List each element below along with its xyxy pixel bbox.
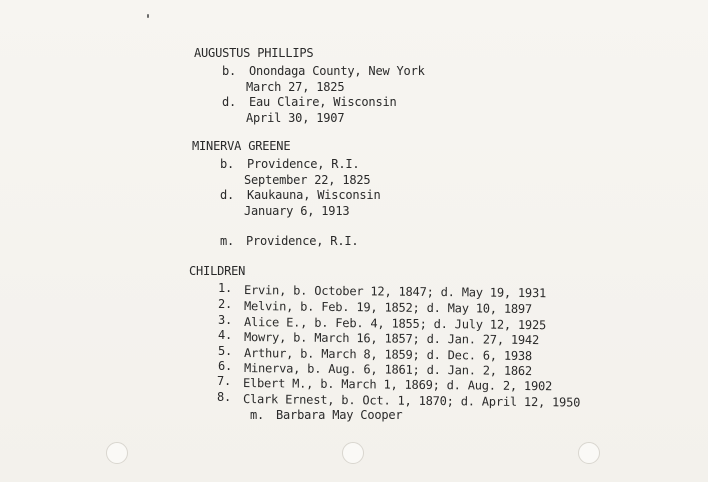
- child-number: 2.: [218, 297, 233, 311]
- child-entry: Clark Ernest, b. Oct. 1, 1870; d. April 12, 1950: [242, 392, 581, 410]
- person2-birth-date: September 22, 1825: [244, 173, 371, 187]
- child-number: 4.: [218, 328, 233, 342]
- child-entry: Alice E., b. Feb. 4, 1855; d. July 12, 1925: [243, 315, 547, 333]
- marriage-label: m.: [220, 234, 235, 248]
- person2-birth-label: b.: [220, 157, 235, 171]
- person2-death-label: d.: [220, 188, 235, 202]
- person1-birth-place: Onondaga County, New York: [249, 64, 425, 78]
- punch-hole-left: [106, 442, 128, 464]
- punch-hole-center: [342, 442, 364, 464]
- person1-name: AUGUSTUS PHILLIPS: [194, 46, 314, 60]
- child-number: 7.: [217, 374, 232, 388]
- person2-death-date: January 6, 1913: [244, 204, 350, 218]
- marriage-place: Providence, R.I.: [246, 234, 359, 248]
- child-number: 8.: [217, 390, 232, 404]
- punch-hole-right: [578, 442, 600, 464]
- child-entry: Minerva, b. Aug. 6, 1861; d. Jan. 2, 1862: [243, 361, 533, 379]
- ink-mark: [147, 14, 149, 18]
- person2-death-place: Kaukauna, Wisconsin: [247, 188, 381, 202]
- child-entry: Elbert M., b. March 1, 1869; d. Aug. 2, 1902: [242, 376, 553, 394]
- child-number: 5.: [218, 344, 233, 358]
- child-entry: Arthur, b. March 8, 1859; d. Dec. 6, 1938: [243, 346, 533, 364]
- person2-name: MINERVA GREENE: [192, 139, 291, 153]
- child-entry: Melvin, b. Feb. 19, 1852; d. May 10, 1897: [243, 299, 533, 317]
- person1-birth-label: b.: [222, 64, 237, 78]
- child-number: 3.: [218, 313, 233, 327]
- children-heading: CHILDREN: [189, 264, 246, 278]
- person1-death-label: d.: [222, 95, 237, 109]
- person1-birth-date: March 27, 1825: [246, 80, 345, 94]
- person1-death-date: April 30, 1907: [246, 111, 345, 125]
- child-number: 1.: [218, 281, 233, 295]
- child-entry: Ervin, b. October 12, 1847; d. May 19, 1931: [243, 283, 547, 301]
- person1-death-place: Eau Claire, Wisconsin: [249, 95, 397, 109]
- child-number: 6.: [218, 359, 233, 373]
- spouse-name: Barbara May Cooper: [276, 408, 403, 422]
- child-entry: Mowry, b. March 16, 1857; d. Jan. 27, 1942: [243, 330, 540, 348]
- person2-birth-place: Providence, R.I.: [247, 157, 360, 171]
- spouse-label: m.: [250, 408, 265, 422]
